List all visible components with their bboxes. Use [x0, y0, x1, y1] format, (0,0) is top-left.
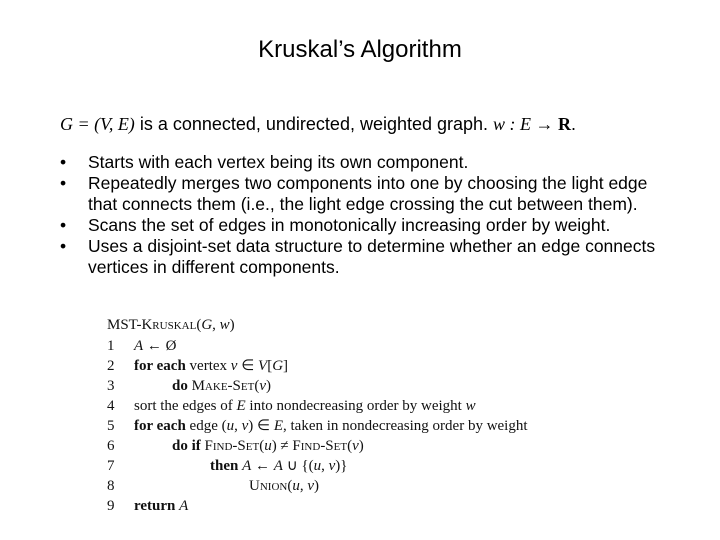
- line-number: 6: [107, 438, 115, 454]
- pseudocode-line: [107, 336, 627, 356]
- line-number: 7: [107, 458, 115, 474]
- pseudocode-line: [107, 496, 627, 516]
- line-code: do if Find-Set(u) ≠ Find-Set(v): [172, 438, 364, 454]
- bullet-item: [60, 173, 700, 194]
- line-number: 3: [107, 378, 115, 394]
- bullet-text: that connects them (i.e., the light edge crossing the cut between them).: [88, 194, 638, 214]
- pseudocode-header: MST-Kruskal(G, w): [107, 317, 235, 333]
- intro-math-reals: R: [558, 114, 572, 134]
- bullet-text: Repeatedly merges two components into one by choosing the light edge: [88, 173, 648, 193]
- bullet-list: [60, 152, 700, 278]
- bullet-marker: •: [60, 215, 67, 235]
- bullet-continuation: [60, 257, 700, 278]
- bullet-marker: •: [60, 236, 67, 256]
- pseudocode-line: [107, 396, 627, 416]
- pseudocode-lines: [107, 336, 627, 516]
- bullet-marker: •: [60, 173, 67, 193]
- pseudocode-line: [107, 356, 627, 376]
- intro-line: [60, 114, 700, 135]
- intro-math-graph: G = (V, E): [60, 114, 135, 134]
- line-number: 1: [107, 338, 115, 354]
- line-code: A ← Ø: [134, 338, 177, 354]
- line-code: sort the edges of E into nondecreasing order by weight w: [134, 398, 476, 414]
- line-number: 5: [107, 418, 115, 434]
- intro-period: .: [571, 114, 577, 134]
- intro-math-weight: w : E →: [493, 114, 559, 134]
- bullet-text: vertices in different components.: [88, 257, 340, 277]
- bullet-marker: •: [60, 152, 67, 172]
- line-number: 2: [107, 358, 115, 374]
- line-number: 9: [107, 498, 115, 514]
- line-code: return A: [134, 498, 189, 514]
- bullet-text: Scans the set of edges in monotonically increasing order by weight.: [88, 215, 611, 235]
- line-code: for each edge (u, v) ∈ E, taken in nondecreasing order by weight: [134, 418, 528, 434]
- page-title: Kruskal’s Algorithm: [258, 36, 462, 63]
- line-number: 4: [107, 398, 115, 414]
- line-number: 8: [107, 478, 115, 494]
- pseudocode-line: [107, 456, 627, 476]
- bullet-item: [60, 152, 700, 173]
- pseudocode-block: [107, 314, 627, 516]
- pseudocode-line: [107, 476, 627, 496]
- pseudocode-line: [107, 436, 627, 456]
- line-code: Union(u, v): [249, 478, 319, 494]
- intro-text: is a connected, undirected, weighted graph.: [134, 114, 494, 134]
- bullet-text: Starts with each vertex being its own component.: [88, 152, 469, 172]
- line-code: for each vertex v ∈ V[G]: [134, 358, 289, 374]
- bullet-text: Uses a disjoint-set data structure to determine whether an edge connects: [88, 236, 656, 256]
- line-code: do Make-Set(v): [172, 378, 271, 394]
- bullet-item: [60, 215, 700, 236]
- line-code: then A ← A ∪ {(u, v)}: [210, 458, 348, 474]
- bullet-item: [60, 236, 700, 257]
- bullet-continuation: [60, 194, 700, 215]
- pseudocode-line: [107, 376, 627, 396]
- pseudocode-line: [107, 416, 627, 436]
